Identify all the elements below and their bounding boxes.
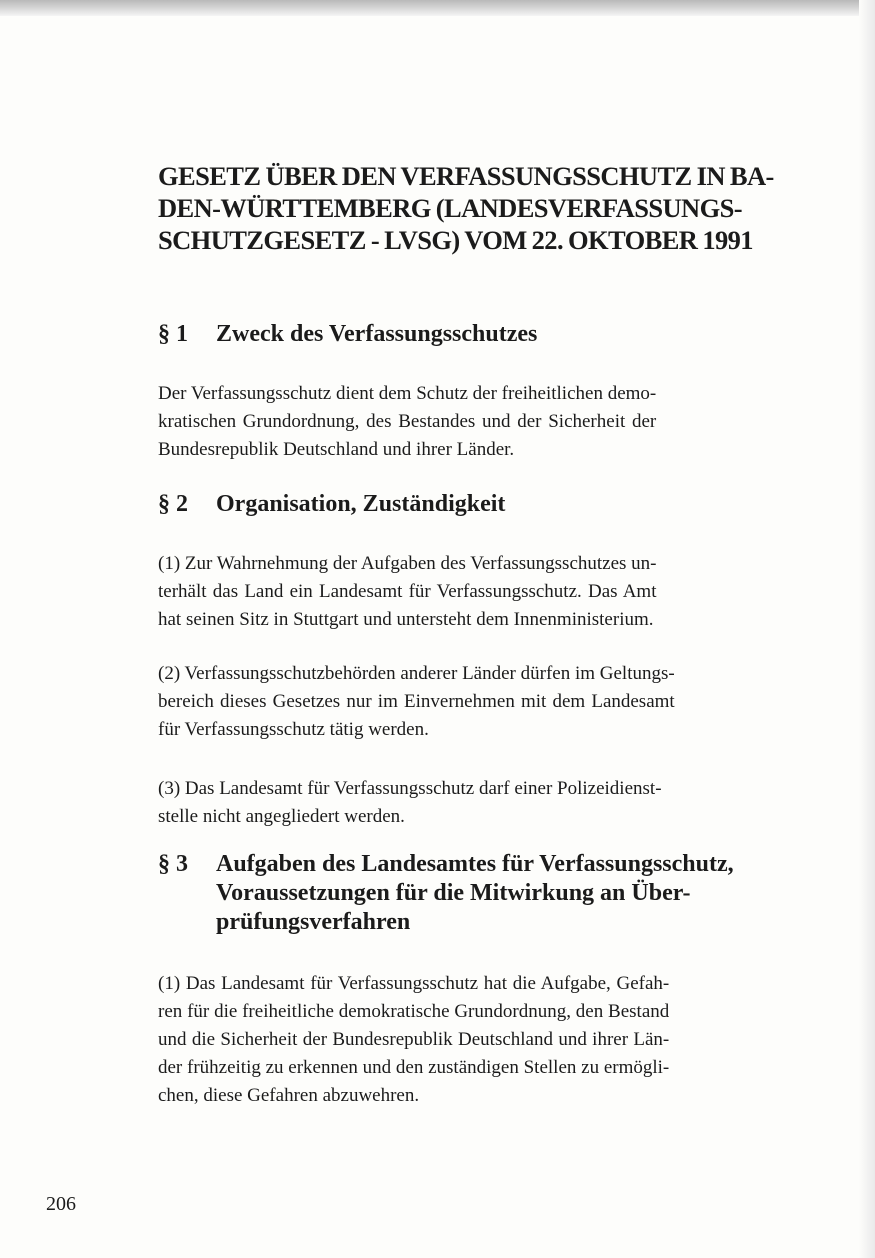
paragraph-line: (2) Verfassungsschutzbehörden anderer Länder dürfen im Geltungs-: [158, 663, 675, 684]
title-line: GESETZ ÜBER DEN VERFASSUNGSSCHUTZ IN BA-: [158, 161, 774, 191]
page-number: 206: [46, 1193, 76, 1215]
section-title-line: Aufgaben des Landesamtes für Verfassungsschutz,: [216, 851, 734, 877]
section-1-heading: [158, 320, 537, 349]
paragraph-line: terhält das Land ein Landesamt für Verfassungsschutz. Das Amt: [158, 581, 657, 602]
section-2-paragraph-3: [158, 775, 662, 831]
page-body: [158, 160, 774, 1106]
paragraph-line: ren für die freiheitliche demokratische Grundordnung, den Bestand: [158, 1001, 670, 1022]
paragraph-line: Bundesrepublik Deutschland und ihrer Länder.: [158, 439, 515, 460]
section-title-line: Zweck des Verfassungsschutzes: [216, 321, 538, 347]
paragraph-line: hat seinen Sitz in Stuttgart und untersteht dem Innenministerium.: [158, 609, 654, 630]
scan-right-edge: [859, 0, 875, 1258]
paragraph-line: kratischen Grundordnung, des Bestandes und der Sicherheit der: [158, 411, 657, 432]
scan-top-shadow: [0, 0, 860, 16]
paragraph-line: stelle nicht angegliedert werden.: [158, 806, 405, 827]
section-2-paragraph-2: [158, 660, 675, 744]
paragraph-line: chen, diese Gefahren abzuwehren.: [158, 1085, 420, 1106]
section-1-paragraph-1: [158, 380, 656, 464]
paragraph-line: Der Verfassungsschutz dient dem Schutz der freiheitlichen demo-: [158, 383, 657, 404]
paragraph-line: und die Sicherheit der Bundesrepublik Deutschland und ihrer Län-: [158, 1029, 670, 1050]
section-title-line: Organisation, Zuständigkeit: [216, 491, 506, 517]
paragraph-line: für Verfassungsschutz tätig werden.: [158, 719, 429, 740]
section-title: [216, 850, 734, 937]
section-3-heading: [158, 850, 734, 937]
section-2-paragraph-1: [158, 550, 657, 634]
paragraph-line: bereich dieses Gesetzes nur im Einvernehmen mit dem Landesamt: [158, 691, 675, 712]
section-number: § 1: [158, 321, 188, 347]
paragraph-line: (3) Das Landesamt für Verfassungsschutz darf einer Polizeidienst-: [158, 778, 662, 799]
section-title: [216, 320, 537, 349]
paragraph-line: (1) Zur Wahrnehmung der Aufgaben des Verfassungsschutzes un-: [158, 553, 657, 574]
section-title-line: Voraussetzungen für die Mitwirkung an Über-: [216, 880, 691, 906]
paragraph-line: (1) Das Landesamt für Verfassungsschutz hat die Aufgabe, Gefah-: [158, 973, 670, 994]
section-3-paragraph-1: [158, 970, 669, 1110]
section-2-heading: [158, 490, 505, 519]
section-number: § 3: [158, 851, 188, 877]
title-line: SCHUTZGESETZ - LVSG) VOM 22. OKTOBER 1991: [158, 225, 753, 255]
paragraph-line: der frühzeitig zu erkennen und den zuständigen Stellen zu ermögli-: [158, 1057, 670, 1078]
section-title-line: prüfungsverfahren: [216, 909, 411, 935]
title-line: DEN-WÜRTTEMBERG (LANDESVERFASSUNGS-: [158, 193, 742, 223]
section-title: [216, 490, 505, 519]
section-number: § 2: [158, 491, 188, 517]
document-title: [158, 160, 774, 256]
